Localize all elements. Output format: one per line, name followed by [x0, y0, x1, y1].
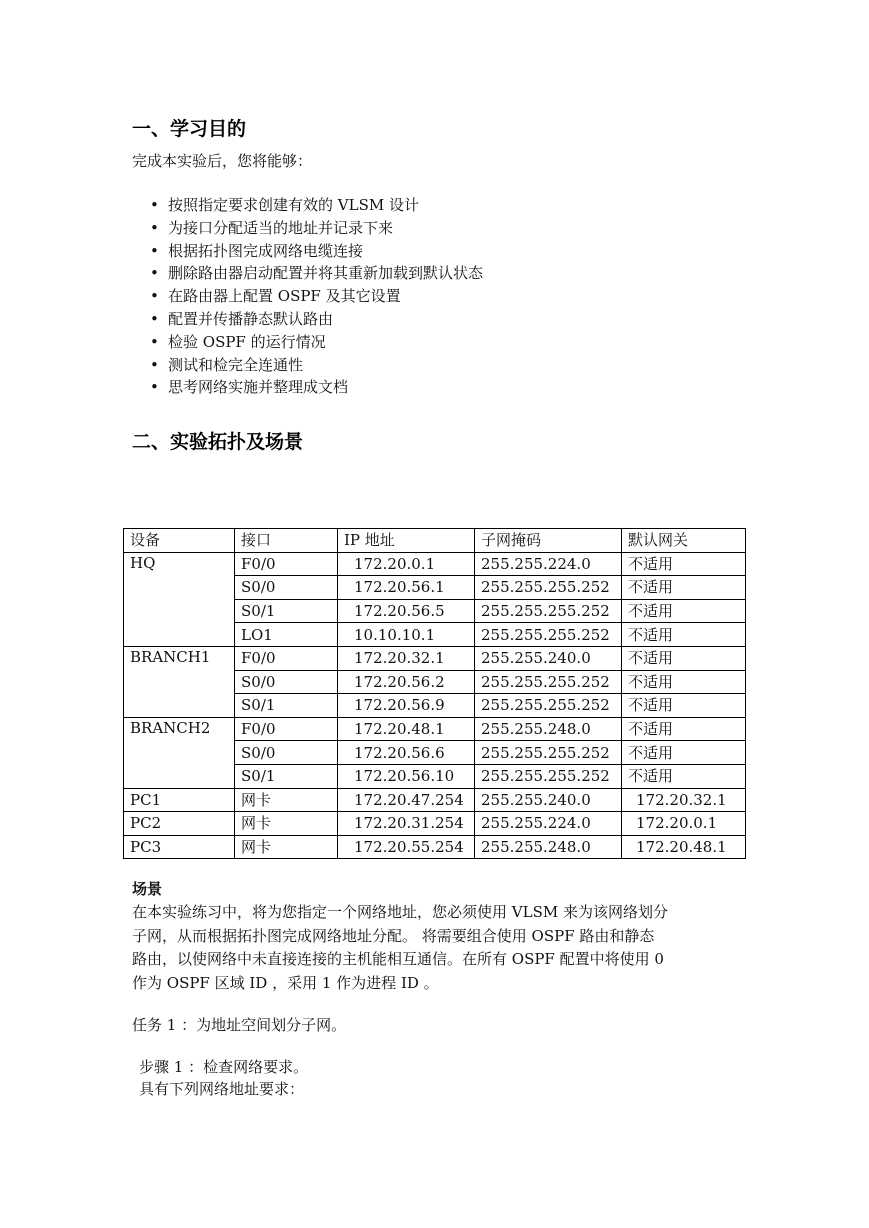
interface-cell: 网卡 — [235, 835, 338, 859]
device-cell: BRANCH2 — [124, 717, 235, 788]
objectives-list — [150, 194, 483, 399]
ip-cell: 172.20.32.1 — [338, 646, 475, 670]
bullet-icon: • — [150, 355, 159, 374]
task-heading: 任务 1 ：为地址空间划分子网。 — [132, 1016, 347, 1034]
bullet-icon: • — [150, 309, 159, 328]
interface-cell: F0/0 — [235, 646, 338, 670]
gateway-cell: 不适用 — [622, 670, 746, 694]
ip-cell: 172.20.56.1 — [338, 576, 475, 600]
device-cell: HQ — [124, 552, 235, 646]
scene-line: 作为 OSPF 区域 ID ，采用 1 作为进程 ID 。 — [132, 973, 439, 992]
gateway-cell: 172.20.32.1 — [622, 788, 746, 812]
ip-cell: 172.20.48.1 — [338, 717, 475, 741]
interface-cell: 网卡 — [235, 788, 338, 812]
mask-cell: 255.255.240.0 — [475, 646, 622, 670]
ip-cell: 172.20.56.5 — [338, 599, 475, 623]
interface-cell: S0/0 — [235, 741, 338, 765]
bullet-icon: • — [150, 196, 159, 214]
list-item: • 检验 OSPF 的运行情况 — [150, 331, 483, 354]
scene-line: 在本实验练习中，将为您指定一个网络地址，您必须使用 VLSM 来为该网络划分 — [132, 903, 668, 921]
mask-cell: 255.255.255.252 — [475, 599, 622, 623]
list-item: • 思考网络实施并整理成文档 — [150, 376, 483, 399]
bullet-icon: • — [150, 378, 159, 397]
table-row — [124, 717, 746, 741]
ip-cell: 172.20.56.10 — [338, 764, 475, 788]
mask-cell: 255.255.255.252 — [475, 576, 622, 600]
gateway-cell: 不适用 — [622, 694, 746, 718]
ip-cell: 172.20.56.2 — [338, 670, 475, 694]
list-item: • 配置并传播静态默认路由 — [150, 308, 483, 331]
ip-cell: 10.10.10.1 — [338, 623, 475, 647]
table-header-row — [124, 529, 746, 553]
table-row — [124, 835, 746, 859]
column-header: 设备 — [124, 529, 235, 553]
scene-line: 子网，从而根据拓扑图完成网络地址分配。 将需要组合使用 OSPF 路由和静态 — [132, 926, 655, 945]
interface-cell: S0/1 — [235, 694, 338, 718]
table-row — [124, 788, 746, 812]
requirements-intro: 具有下列网络地址要求： — [139, 1080, 305, 1098]
scene-line: 路由，以使网络中未直接连接的主机能相互通信。在所有 OSPF 配置中将使用 0 — [132, 950, 664, 968]
column-header: IP 地址 — [338, 529, 475, 553]
interface-cell: F0/0 — [235, 717, 338, 741]
mask-cell: 255.255.255.252 — [475, 623, 622, 647]
gateway-cell: 不适用 — [622, 623, 746, 647]
scene-heading: 场景 — [132, 880, 163, 898]
interface-cell: S0/0 — [235, 576, 338, 600]
mask-cell: 255.255.255.252 — [475, 694, 622, 718]
interface-cell: S0/0 — [235, 670, 338, 694]
list-item: • 在路由器上配置 OSPF 及其它设置 — [150, 285, 483, 308]
interface-cell: LO1 — [235, 623, 338, 647]
list-item: • 按照指定要求创建有效的 VLSM 设计 — [150, 194, 483, 217]
column-header: 默认网关 — [622, 529, 746, 553]
list-item: • 为接口分配适当的地址并记录下来 — [150, 217, 483, 240]
objectives-intro: 完成本实验后，您将能够： — [132, 152, 313, 170]
column-header: 接口 — [235, 529, 338, 553]
gateway-cell: 不适用 — [622, 717, 746, 741]
device-cell: PC3 — [124, 835, 235, 859]
list-item: • 根据拓扑图完成网络电缆连接 — [150, 240, 483, 263]
bullet-icon: • — [150, 332, 159, 351]
bullet-icon: • — [150, 264, 159, 283]
mask-cell: 255.255.240.0 — [475, 788, 622, 812]
gateway-cell: 不适用 — [622, 599, 746, 623]
ip-cell: 172.20.56.6 — [338, 741, 475, 765]
addressing-table — [123, 528, 746, 859]
mask-cell: 255.255.255.252 — [475, 764, 622, 788]
table-row — [124, 646, 746, 670]
ip-cell: 172.20.0.1 — [338, 552, 475, 576]
ip-cell: 172.20.56.9 — [338, 694, 475, 718]
mask-cell: 255.255.255.252 — [475, 670, 622, 694]
gateway-cell: 不适用 — [622, 552, 746, 576]
bullet-icon: • — [150, 241, 159, 260]
device-cell: PC2 — [124, 812, 235, 836]
gateway-cell: 172.20.0.1 — [622, 812, 746, 836]
ip-cell: 172.20.31.254 — [338, 812, 475, 836]
gateway-cell: 不适用 — [622, 764, 746, 788]
section-heading-topology: 二、实验拓扑及场景 — [132, 431, 304, 453]
mask-cell: 255.255.224.0 — [475, 552, 622, 576]
ip-cell: 172.20.55.254 — [338, 835, 475, 859]
list-item: • 删除路由器启动配置并将其重新加载到默认状态 — [150, 262, 483, 285]
column-header: 子网掩码 — [475, 529, 622, 553]
device-cell: BRANCH1 — [124, 646, 235, 717]
section-heading-objectives: 一、学习目的 — [132, 118, 247, 140]
interface-cell: F0/0 — [235, 552, 338, 576]
list-item: • 测试和检完全连通性 — [150, 354, 483, 377]
mask-cell: 255.255.255.252 — [475, 741, 622, 765]
interface-cell: S0/1 — [235, 764, 338, 788]
gateway-cell: 172.20.48.1 — [622, 835, 746, 859]
mask-cell: 255.255.248.0 — [475, 835, 622, 859]
table-row — [124, 552, 746, 576]
mask-cell: 255.255.224.0 — [475, 812, 622, 836]
gateway-cell: 不适用 — [622, 646, 746, 670]
bullet-icon: • — [150, 218, 159, 237]
gateway-cell: 不适用 — [622, 576, 746, 600]
bullet-icon: • — [150, 287, 159, 306]
table-row — [124, 812, 746, 836]
device-cell: PC1 — [124, 788, 235, 812]
step-heading: 步骤 1 ：检查网络要求。 — [139, 1058, 309, 1076]
interface-cell: S0/1 — [235, 599, 338, 623]
scene-paragraph — [132, 901, 747, 995]
interface-cell: 网卡 — [235, 812, 338, 836]
ip-cell: 172.20.47.254 — [338, 788, 475, 812]
gateway-cell: 不适用 — [622, 741, 746, 765]
mask-cell: 255.255.248.0 — [475, 717, 622, 741]
